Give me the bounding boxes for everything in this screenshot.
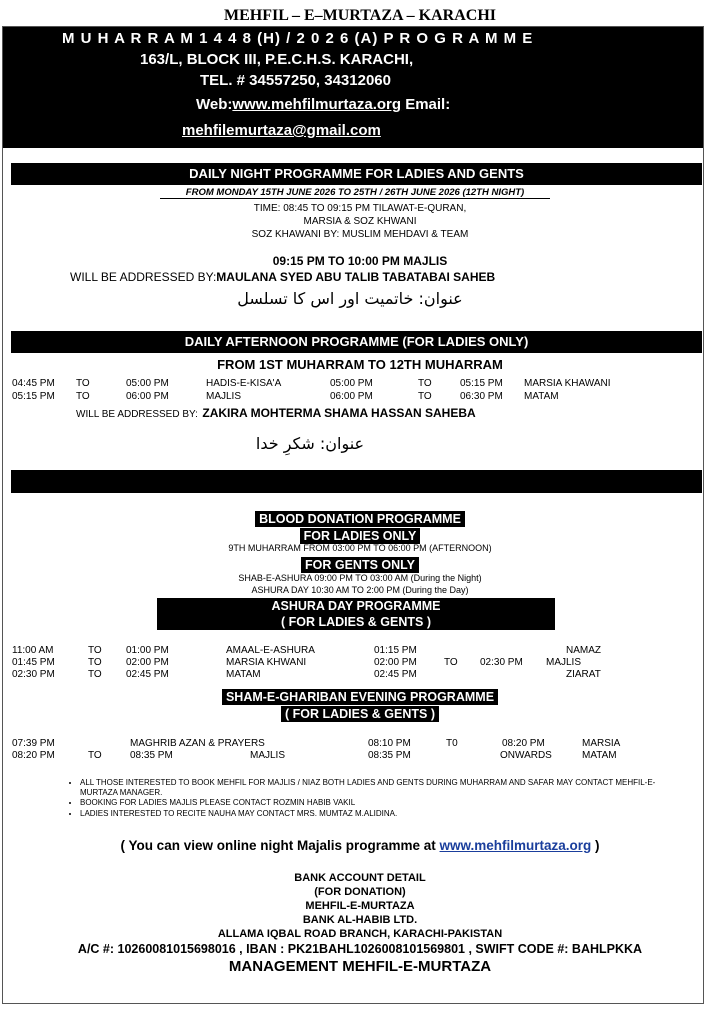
cell-time: 08:35 PM <box>368 750 411 761</box>
night-dates: FROM MONDAY 15TH JUNE 2026 TO 25TH / 26TH JUNE 2026 (12TH NIGHT) <box>160 187 550 199</box>
cell-time: 06:00 PM <box>126 391 169 402</box>
afternoon-range: FROM 1ST MUHARRAM TO 12TH MUHARRAM <box>217 357 503 372</box>
cell-time: 01:00 PM <box>126 645 169 656</box>
web-link[interactable]: www.mehfilmurtaza.org <box>232 96 402 113</box>
night-addressed-label: WILL BE ADDRESSED BY: <box>70 270 217 284</box>
document-title: MEHFIL – E–MURTAZA – KARACHI <box>223 7 497 24</box>
cell-to: TO <box>444 657 458 668</box>
blood-gents-time-night: SHAB-E-ASHURA 09:00 PM TO 03:00 AM (During the Night) <box>238 573 482 583</box>
afternoon-topic-urdu: عنوان: شکرِ خدا <box>255 434 365 453</box>
cell-time: 01:15 PM <box>374 645 417 656</box>
cell-to: TO <box>88 750 102 761</box>
cell-time: 11:00 AM <box>12 645 54 656</box>
cell-activity: ZIARAT <box>566 669 601 680</box>
blood-ladies-heading: FOR LADIES ONLY <box>300 528 421 544</box>
cell-activity: MATAM <box>582 750 617 761</box>
cell-time: 05:15 PM <box>460 378 503 389</box>
programme-title: M U H A R R A M 1 4 4 8 (H) / 2 0 2 6 (A) P R O G R A M M E <box>62 30 534 47</box>
cell-time: 01:45 PM <box>12 657 55 668</box>
cell-time: 08:10 PM <box>368 738 411 749</box>
cell-activity: MAJLIS <box>206 391 242 402</box>
cell-activity: ONWARDS <box>500 750 552 761</box>
ashura-subheading: ( FOR LADIES & GENTS ) <box>281 615 431 629</box>
email-label: Email: <box>401 96 451 113</box>
cell-activity: MARSIA KHAWANI <box>524 378 611 389</box>
cell-time: 08:20 PM <box>12 750 55 761</box>
cell-activity: MAGHRIB AZAN & PRAYERS <box>130 738 265 749</box>
bank-title: BANK ACCOUNT DETAIL <box>294 872 426 884</box>
email-link[interactable]: mehfilemurtaza@gmail.com <box>182 122 381 139</box>
blood-gents-time-day: ASHURA DAY 10:30 AM TO 2:00 PM (During the Day) <box>251 585 469 595</box>
night-tilawat-time: TIME: 08:45 TO 09:15 PM TILAWAT-E-QURAN, <box>253 203 467 214</box>
night-speaker-name: MAULANA SYED ABU TALIB TABATABAI SAHEB <box>216 270 496 284</box>
cell-to: TO <box>418 378 432 389</box>
cell-activity: MARSIA KHWANI <box>226 657 307 668</box>
ashura-heading: ASHURA DAY PROGRAMME <box>271 599 441 613</box>
online-text: ( You can view online night Majalis programme at <box>120 838 440 853</box>
note-item: • BOOKING FOR LADIES MAJLIS PLEASE CONTACT ROZMIN HABIB VAKIL <box>80 798 670 808</box>
night-majlis-time: 09:15 PM TO 10:00 PM MAJLIS <box>272 254 448 268</box>
blood-donation-block <box>0 510 720 528</box>
afternoon-addressed-by <box>76 404 476 422</box>
online-close: ) <box>591 838 600 853</box>
blood-gents-heading: FOR GENTS ONLY <box>301 557 419 573</box>
cell-activity: MATAM <box>226 669 261 680</box>
ashura-heading-box <box>157 598 555 630</box>
cell-time: 02:30 PM <box>480 657 523 668</box>
bank-branch: ALLAMA IQBAL ROAD BRANCH, KARACHI-PAKISTAN <box>217 928 503 940</box>
sham-heading: SHAM-E-GHARIBAN EVENING PROGRAMME <box>222 689 498 705</box>
section-divider-bar <box>11 470 702 493</box>
night-marsia-line: MARSIA & SOZ KHWANI <box>303 216 417 227</box>
cell-time: 02:00 PM <box>374 657 417 668</box>
bank-account-numbers: A/C #: 10260081015698016 , IBAN : PK21BAHL1026008101569801 , SWIFT CODE #: BAHLPKKA <box>77 942 643 956</box>
cell-time: 02:45 PM <box>374 669 417 680</box>
cell-time: 02:00 PM <box>126 657 169 668</box>
cell-time: 04:45 PM <box>12 378 55 389</box>
telephone-line: TEL. # 34557250, 34312060 <box>200 72 391 89</box>
bank-name: BANK AL-HABIB LTD. <box>302 914 418 926</box>
cell-activity: NAMAZ <box>566 645 601 656</box>
afternoon-addressed-label: WILL BE ADDRESSED BY: <box>76 409 198 420</box>
sham-subheading-block <box>0 705 720 723</box>
notes-list <box>60 778 670 819</box>
night-addressed-by <box>70 270 495 284</box>
cell-to: TO <box>418 391 432 402</box>
address-line: 163/L, BLOCK III, P.E.C.H.S. KARACHI, <box>140 51 414 68</box>
cell-time: 08:20 PM <box>502 738 545 749</box>
blood-donation-heading: BLOOD DONATION PROGRAMME <box>255 511 465 527</box>
cell-activity: AMAAL-E-ASHURA <box>226 645 315 656</box>
blood-gents-block <box>0 556 720 574</box>
cell-time: 02:45 PM <box>126 669 169 680</box>
sham-subheading: ( FOR LADIES & GENTS ) <box>281 706 439 722</box>
note-item: • LADIES INTERESTED TO RECITE NAUHA MAY CONTACT MRS. MUMTAZ M.ALIDINA. <box>80 809 670 819</box>
afternoon-programme-heading: DAILY AFTERNOON PROGRAMME (FOR LADIES ONLY) <box>11 331 702 353</box>
cell-time: 05:00 PM <box>330 378 373 389</box>
afternoon-speaker-name: ZAKIRA MOHTERMA SHAMA HASSAN SAHEBA <box>202 406 476 420</box>
cell-to: TO <box>88 645 102 656</box>
online-programme-line <box>0 838 720 853</box>
cell-time: 05:00 PM <box>126 378 169 389</box>
night-topic-urdu: عنوان: خاتمیت اور اس کا تسلسل <box>237 289 463 308</box>
bank-account-name: MEHFIL-E-MURTAZA <box>305 900 415 912</box>
management-signature: MANAGEMENT MEHFIL-E-MURTAZA <box>228 958 492 975</box>
cell-to: TO <box>88 657 102 668</box>
note-item: • ALL THOSE INTERESTED TO BOOK MEHFIL FOR MAJLIS / NIAZ BOTH LADIES AND GENTS DURING MUHARRAM AND SAFAR MAY CONTACT MEHFIL-E-MURTAZA MANAGER. <box>80 778 670 797</box>
night-programme-heading: DAILY NIGHT PROGRAMME FOR LADIES AND GENTS <box>11 163 702 185</box>
cell-to: TO <box>88 669 102 680</box>
web-label: Web: <box>196 96 233 113</box>
cell-to: TO <box>76 378 90 389</box>
cell-time: 08:35 PM <box>130 750 173 761</box>
bank-purpose: (FOR DONATION) <box>314 886 406 898</box>
cell-to: TO <box>76 391 90 402</box>
night-soz-line: SOZ KHAWANI BY: MUSLIM MEHDAVI & TEAM <box>251 229 469 240</box>
cell-time: 02:30 PM <box>12 669 55 680</box>
cell-activity: MATAM <box>524 391 559 402</box>
online-link[interactable]: www.mehfilmurtaza.org <box>439 838 592 853</box>
blood-ladies-time: 9TH MUHARRAM FROM 03:00 PM TO 06:00 PM (AFTERNOON) <box>228 543 492 553</box>
web-email-line <box>196 96 450 113</box>
cell-activity: HADIS-E-KISA'A <box>206 378 282 389</box>
cell-activity: MARSIA <box>582 738 621 749</box>
cell-activity: MAJLIS <box>546 657 582 668</box>
cell-time: 06:00 PM <box>330 391 373 402</box>
cell-to: T0 <box>446 738 458 749</box>
cell-time: 05:15 PM <box>12 391 55 402</box>
cell-time: 06:30 PM <box>460 391 503 402</box>
cell-time: 07:39 PM <box>12 738 55 749</box>
sham-heading-block <box>0 688 720 706</box>
cell-activity: MAJLIS <box>250 750 286 761</box>
